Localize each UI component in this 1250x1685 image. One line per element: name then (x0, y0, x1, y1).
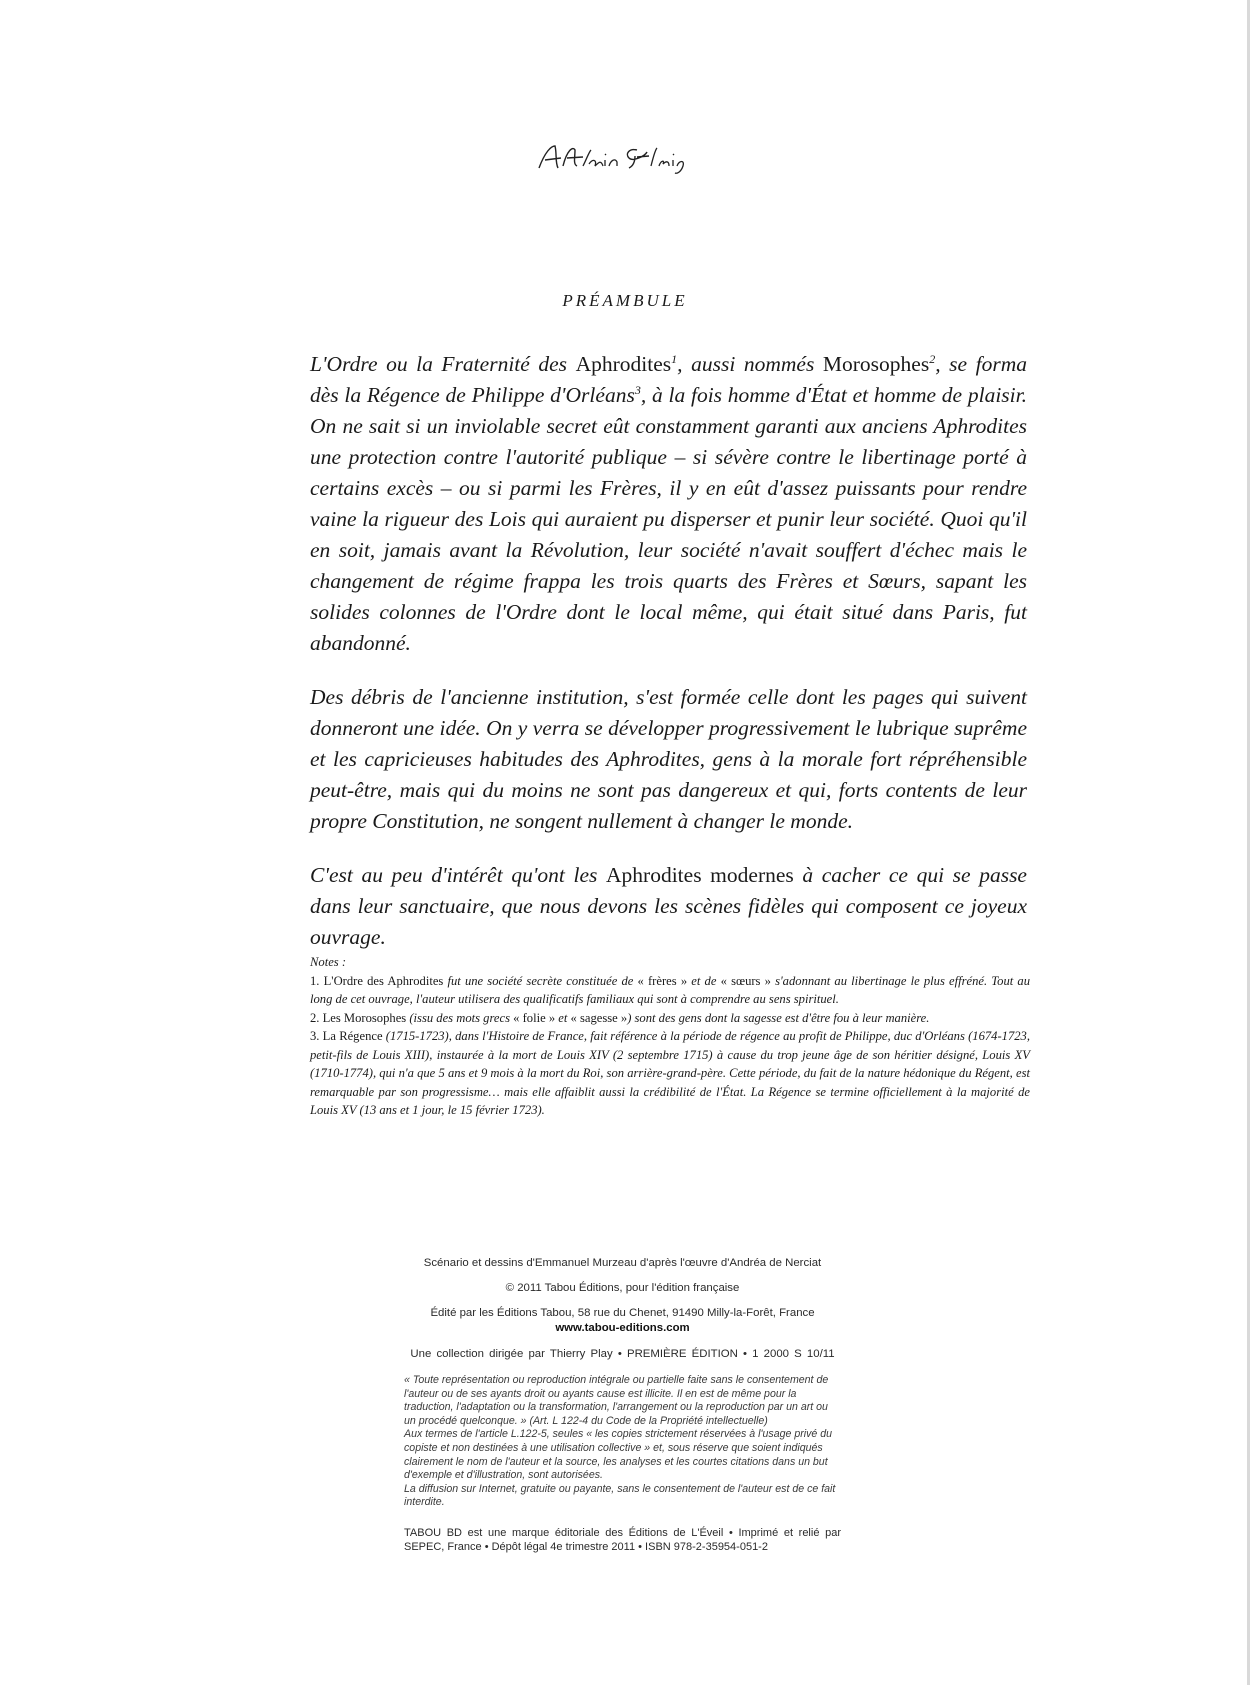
website-link[interactable]: www.tabou-editions.com (555, 1322, 690, 1334)
text-span: C'est au peu d'intérêt qu'ont les (310, 863, 607, 887)
publisher-line: Édité par les Éditions Tabou, 58 rue du Chenet, 91490 Milly-la-Forêt, France (430, 1307, 815, 1319)
term-aphrodites: Aphrodites (575, 352, 672, 376)
footnote-ref-2: 2 (929, 351, 936, 366)
imprint-line: TABOU BD est une marque éditoriale des Éditions de L'Éveil • Imprimé et relié par SEPEC, France • Dépôt légal 4e trimestre 2011 • ISBN 978-2-35954-051-2 (404, 1526, 841, 1554)
text-span: et de (687, 973, 721, 988)
quoted-word: « sœurs » (720, 973, 771, 988)
text-span: fut une société secrète constituée de (443, 973, 638, 988)
preamble-paragraph-2: Des débris de l'ancienne institution, s'est formée celle dont les pages qui suivent donneront une idée. On y verra se développer progressivement le lubrique suprême et les capricieuses habitudes des Aphrodites, gens à la morale fort répréhensible peut-être, mais qui du moins ne sont pas dangereux et qui, forts contents de leur propre Constitution, ne songent nullement à changer le monde. (310, 685, 1027, 833)
footnote-ref-3: 3 (634, 382, 641, 397)
handwritten-dedication-image (525, 140, 725, 176)
quoted-word: « frères » (637, 973, 688, 988)
note-term: 3. La Régence (310, 1029, 383, 1043)
preamble-title: PRÉAMBULE (562, 291, 688, 310)
quoted-word: « folie » (513, 1010, 556, 1025)
preamble-paragraph-1 (310, 349, 1027, 659)
text-span: s'adonnant au libertinage le plus effréné. Tout au long de cet ouvrage, l'auteur utilisera des qualificatifs familiaux qui sont à comprendre au sens spirituel. (310, 973, 1030, 1006)
legal-paragraph-2: Aux termes de l'article L.122-5, seules « les copies strictement réservées à l'usage privé du copiste et non destinées à une utilisation collective » et, sous réserve que soient indiqués clairement le nom de l'auteur et la source, les analyses et les courtes citations dans un but d'exemple et d'illustration, sont autorisées. (404, 1428, 833, 1482)
text-span: ) sont des gens dont la sagesse est d'être fou à leur manière. (627, 1010, 930, 1025)
text-span: , à la fois homme d'État et homme de plaisir. On ne sait si un inviolable secret eût constamment garanti aux anciens Aphrodites une protection contre l'autorité publique – si sévère contre le libertinage porté à certains excès – ou si parmi les Frères, il y en eût d'assez puissants pour rendre vaine la rigueur des Lois qui auraient pu disperser et punir leur société. Quoi qu'il en soit, jamais avant la Révolution, leur société n'avait souffert d'échec mais le changement de régime frappa les trois quarts des Frères et Sœurs, sapant les solides colonnes de l'Ordre dont le local même, qui était situé dans Paris, fut abandonné. (310, 383, 1027, 655)
preamble-body (310, 349, 1027, 976)
text-span: L'Ordre ou la Fraternité des (310, 352, 576, 376)
footnote-1 (310, 972, 1030, 1009)
colophon (404, 1256, 841, 1555)
credits-line: Scénario et dessins d'Emmanuel Murzeau d'après l'œuvre d'Andréa de Nerciat (423, 1257, 822, 1269)
legal-paragraph-3: La diffusion sur Internet, gratuite ou payante, sans le consentement de l'auteur est de ce fait interdite. (404, 1482, 836, 1509)
footnote-3 (310, 1027, 1030, 1120)
footnote-2 (310, 1009, 1030, 1028)
note-term: 2. Les Morosophes (310, 1010, 407, 1025)
text-span: , aussi nommés (677, 352, 823, 376)
term-aphrodites-modernes: Aphrodites modernes (606, 863, 794, 887)
term-morosophes: Morosophes (822, 352, 930, 376)
quoted-word: « sagesse » (570, 1010, 628, 1025)
collection-line: Une collection dirigée par Thierry Play • PREMIÈRE ÉDITION • 1 2000 S 10/11 (410, 1348, 835, 1360)
note-term: 1. L'Ordre des Aphrodites (310, 973, 444, 988)
dedication-signature (0, 140, 1250, 182)
preamble-paragraph-3 (310, 860, 1027, 953)
notes-heading: Notes : (310, 955, 347, 969)
text-span: et (555, 1010, 571, 1025)
footnote-ref-1: 1 (671, 351, 678, 366)
copyright-line: © 2011 Tabou Éditions, pour l'édition française (505, 1282, 740, 1294)
footnotes (310, 953, 1030, 1120)
legal-notice (404, 1374, 841, 1510)
text-span: à cacher ce qui se passe dans leur sanctuaire, que nous devons les scènes fidèles qui composent ce joyeux ouvrage. (310, 863, 1027, 949)
text-span: (issu des mots grecs (406, 1010, 514, 1025)
text-span: , se forma dès la Régence de Philippe d'Orléans (310, 352, 1028, 407)
legal-paragraph-1: « Toute représentation ou reproduction intégrale ou partielle faite sans le consentement de l'auteur ou de ses ayants droit ou ayants cause est illicite. Il en est de même pour la traduction, l'adaptation ou la transformation, l'arrangement ou la reproduction par un art ou un procédé quelconque. » (Art. L 122-4 du Code de la Propriété intellectuelle) (404, 1374, 829, 1427)
text-span: (1715-1723), dans l'Histoire de France, fait référence à la période de régence au profit de Philippe, duc d'Orléans (1674-1723, petit-fils de Louis XIII), instaurée à la mort de Louis XIV (2 septembre 1715) à cause du trop jeune âge de son héritier désigné, Louis XV (1710-1774), qui n'a que 5 ans et 9 mois à la mort du Roi, son arrière-grand-père. Cette période, du fait de la nature hédonique du Régent, est remarquable par son progressisme… mais elle affaiblit aussi la crédibilité de l'État. La Régence se termine officiellement à la majorité de Louis XV (13 ans et 1 jour, le 15 février 1723). (310, 1029, 1030, 1117)
